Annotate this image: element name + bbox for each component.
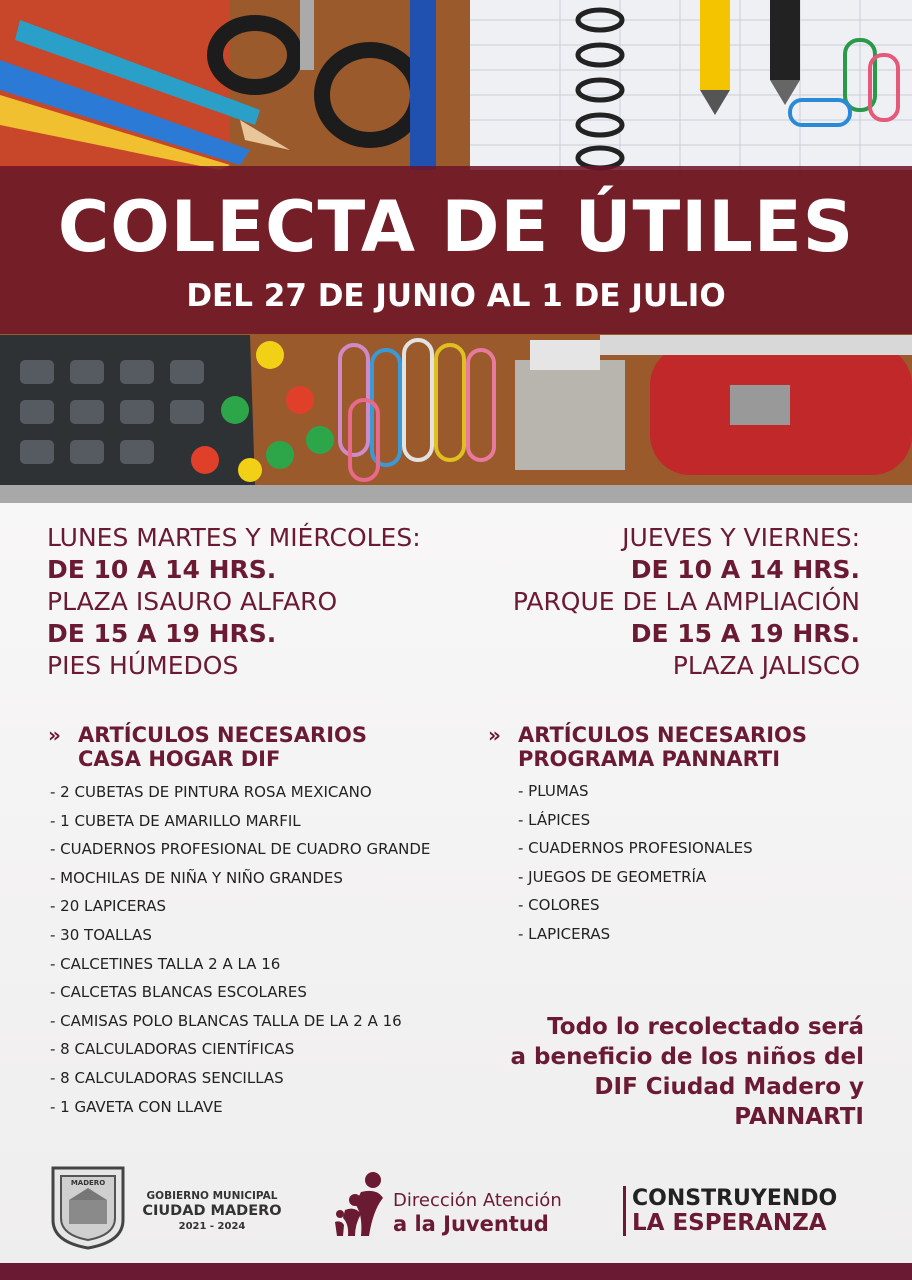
schedule-left-days: LUNES MARTES Y MIÉRCOLES:	[47, 523, 421, 552]
list-item: - 20 LAPICERAS	[50, 897, 167, 916]
schedule-right-time1: DE 10 A 14 HRS.	[630, 555, 860, 584]
pannarti-heading-line2: PROGRAMA PANNARTI	[518, 747, 781, 771]
schedule-right-days: JUEVES Y VIERNES:	[622, 523, 860, 552]
schedule-left-place1: PLAZA ISAURO ALFARO	[47, 587, 338, 616]
list-item: - JUEGOS DE GEOMETRÍA	[518, 867, 707, 886]
gov-line3: 2021 - 2024	[178, 1221, 246, 1232]
page-title: COLECTA DE ÚTILES	[57, 186, 855, 268]
note-line4: PANNARTI	[734, 1104, 864, 1130]
casa-hogar-list	[50, 778, 430, 1121]
schedule-left	[47, 522, 421, 682]
schedule-left-time2: DE 15 A 19 HRS.	[47, 619, 277, 648]
casa-hogar-heading	[48, 723, 368, 771]
list-item: - 1 CUBETA DE AMARILLO MARFIL	[50, 811, 301, 830]
list-item: - LÁPICES	[518, 810, 591, 829]
youth-figures-icon	[333, 1170, 389, 1238]
slogan-line1: CONSTRUYENDO	[632, 1186, 838, 1211]
list-item: - MOCHILAS DE NIÑA Y NIÑO GRANDES	[50, 868, 343, 887]
note-line3: DIF Ciudad Madero y	[594, 1074, 864, 1100]
chevron-right-icon: »	[488, 723, 501, 747]
list-item: - COLORES	[518, 896, 600, 915]
date-range: DEL 27 DE JUNIO AL 1 DE JULIO	[186, 278, 726, 314]
list-item: - CUADERNOS PROFESIONAL DE CUADRO GRANDE	[50, 840, 431, 859]
list-item: - 8 CALCULADORAS CIENTÍFICAS	[50, 1040, 295, 1059]
gov-line2: CIUDAD MADERO	[142, 1203, 282, 1219]
list-item: - LAPICERAS	[518, 924, 611, 943]
gov-line1: GOBIERNO MUNICIPAL	[146, 1190, 278, 1202]
list-item: - CALCETINES TALLA 2 A LA 16	[50, 954, 281, 973]
note-line2: a beneficio de los niños del	[510, 1044, 864, 1070]
schedule-right-place2: PLAZA JALISCO	[672, 651, 860, 680]
pannarti-heading-line1: ARTÍCULOS NECESARIOS	[518, 723, 808, 747]
casa-hogar-heading-line1: ARTÍCULOS NECESARIOS	[78, 723, 368, 747]
slogan-line2: LA ESPERANZA	[632, 1210, 827, 1236]
schedule-right-place1: PARQUE DE LA AMPLIACIÓN	[512, 587, 860, 616]
chevron-right-icon: »	[48, 723, 61, 747]
divider-bar	[0, 485, 912, 503]
schedule-left-time1: DE 10 A 14 HRS.	[47, 555, 277, 584]
list-item: - CALCETAS BLANCAS ESCOLARES	[50, 983, 307, 1002]
pannarti-heading	[488, 723, 808, 771]
footer-bar	[0, 1263, 912, 1280]
list-item: - 1 GAVETA CON LLAVE	[50, 1097, 223, 1116]
municipal-seal-icon	[45, 1160, 131, 1250]
youth-department-logo	[393, 1190, 562, 1236]
beneficiary-note	[511, 1012, 864, 1132]
seal-text: MADERO	[70, 1179, 106, 1187]
list-item: - 8 CALCULADORAS SENCILLAS	[50, 1068, 284, 1087]
juv-line2: a la Juventud	[393, 1212, 549, 1236]
casa-hogar-heading-line2: CASA HOGAR DIF	[78, 747, 281, 771]
schedule-right-time2: DE 15 A 19 HRS.	[630, 619, 860, 648]
list-item: - PLUMAS	[518, 782, 589, 800]
note-line1: Todo lo recolectado será	[547, 1014, 864, 1040]
schedule-left-place2: PIES HÚMEDOS	[47, 651, 239, 680]
list-item: - 30 TOALLAS	[50, 925, 152, 944]
list-item: - CAMISAS POLO BLANCAS TALLA DE LA 2 A 16	[50, 1011, 402, 1030]
slogan-logo	[623, 1186, 837, 1236]
schedule-right	[513, 522, 860, 682]
juv-line1: Dirección Atención	[393, 1190, 562, 1211]
pannarti-list	[518, 777, 753, 949]
list-item: - 2 CUBETAS DE PINTURA ROSA MEXICANO	[50, 783, 372, 801]
gov-logo-text	[134, 1189, 290, 1233]
list-item: - CUADERNOS PROFESIONALES	[518, 839, 753, 858]
